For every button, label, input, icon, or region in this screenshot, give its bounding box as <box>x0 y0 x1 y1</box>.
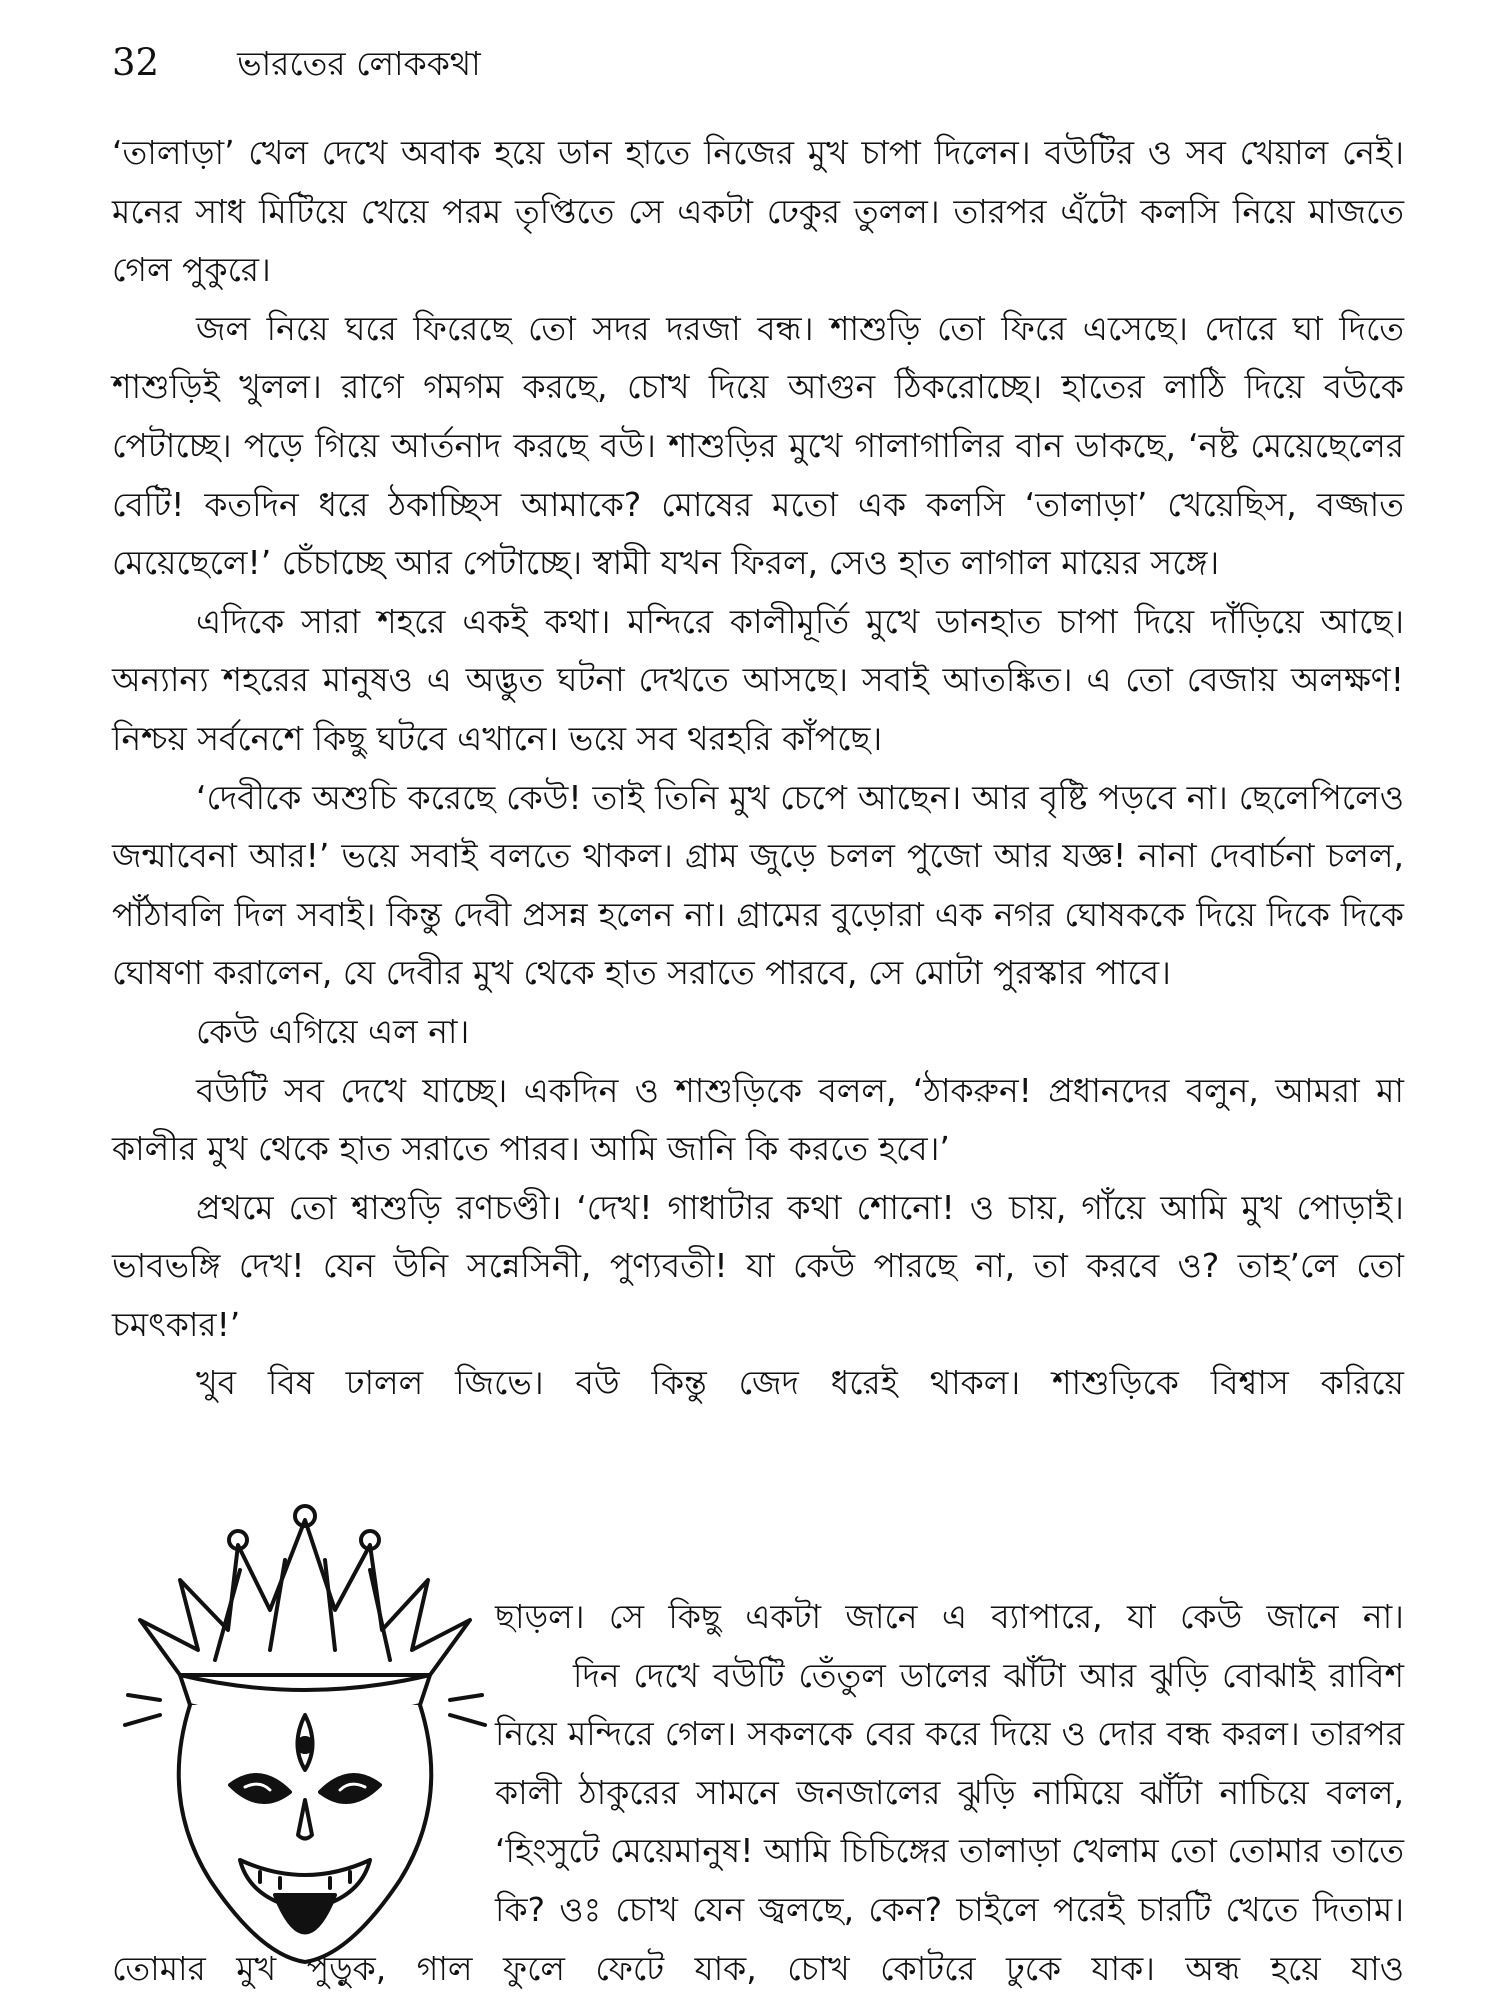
paragraph: এদিকে সারা শহরে একই কথা। মন্দিরে কালীমূর্তি মুখে ডানহাত চাপা দিয়ে দাঁড়িয়ে আছে। অন্যান্য শহরের মানুষও এ অদ্ভুত ঘটনা দেখতে আসছে। সবাই আতঙ্কিত। এ তো বেজায় অলক্ষণ! নিশ্চয় সর্বনেশে কিছু ঘটবে এখানে। ভয়ে সব থরহরি কাঁপছে। <box>112 601 1404 758</box>
paragraph: কেউ এগিয়ে এল না। <box>196 1011 470 1051</box>
paragraph: ছাড়ল। সে কিছু একটা জানে এ ব্যাপারে, যা কেউ জানে না। <box>495 1597 1404 1636</box>
page-number: 32 <box>112 41 160 84</box>
page-header <box>112 38 481 98</box>
paragraph: তোমার মুখ পুড়ুক, গাল ফুলে ফেটে যাক, চোখ কোটরে ঢুকে যাক। অন্ধ হয়ে যাও <box>112 1949 1404 1988</box>
crown-icon <box>125 1506 485 1725</box>
paragraph: বউটি সব দেখে যাচ্ছে। একদিন ও শাশুড়িকে বলল, ‘ঠাকরুন! প্রধানদের বলুন, আমরা মা কালীর মুখ থেকে হাত সরাতে পারব। আমি জানি কি করতে হবে।’ <box>112 1070 1404 1169</box>
kali-face-icon <box>120 1500 490 1970</box>
wrapped-text <box>495 1588 1404 1940</box>
paragraph: ‘দেবীকে অশুচি করেছে কেউ! তাই তিনি মুখ চেপে আছেন। আর বৃষ্টি পড়বে না। ছেলেপিলেও জন্মাবেনা আর!’ ভয়ে সবাই বলতে থাকল। গ্রাম জুড়ে চলল পুজো আর যজ্ঞ! নানা দেবার্চনা চলল, পাঁঠাবলি দিল সবাই। কিন্তু দেবী প্রসন্ন হলেন না। গ্রামের বুড়োরা এক নগর ঘোষককে দিয়ে দিকে দিকে ঘোষণা করালেন, যে দেবীর মুখ থেকে হাত সরাতে পারবে, সে মোটা পুরস্কার পাবে। <box>112 777 1404 993</box>
body-text <box>112 124 1404 1413</box>
paragraph: ‘তালাড়া’ খেল দেখে অবাক হয়ে ডান হাতে নিজের মুখ চাপা দিলেন। বউটির ও সব খেয়াল নেই। মনের সাধ মিটিয়ে খেয়ে পরম তৃপ্তিতে সে একটা ঢেকুর তুলল। তারপর এঁটো কলসি নিয়ে মাজতে গেল পুকুরে। <box>112 133 1404 290</box>
face-icon <box>179 1705 432 1962</box>
paragraph: জল নিয়ে ঘরে ফিরেছে তো সদর দরজা বন্ধ। শাশুড়ি তো ফিরে এসেছে। দোরে ঘা দিতে শাশুড়িই খুলল। রাগে গমগম করছে, চোখ দিয়ে আগুন ঠিকরোচ্ছে। হাতের লাঠি দিয়ে বউকে পেটাচ্ছে। পড়ে গিয়ে আর্তনাদ করছে বউ। শাশুড়ির মুখে গালাগালির বান ডাকছে, ‘নষ্ট মেয়েছেলের বেটি! কতদিন ধরে ঠকাচ্ছিস আমাকে? মোষের মতো এক কলসি ‘তালাড়া’ খেয়েছিস, বজ্জাত মেয়েছেলে!’ চেঁচাচ্ছে আর পেটাচ্ছে। স্বামী যখন ফিরল, সেও হাত লাগাল মায়ের সঙ্গে। <box>112 308 1404 583</box>
paragraph: খুব বিষ ঢালল জিভে। বউ কিন্তু জেদ ধরেই থাকল। শাশুড়িকে বিশ্বাস করিয়ে <box>196 1363 1404 1403</box>
running-title: ভারতের লোককথা <box>237 44 481 83</box>
paragraph: দিন দেখে বউটি তেঁতুল ডালের ঝাঁটা আর ঝুড়ি বোঝাই রাবিশ নিয়ে মন্দিরে গেল। সকলকে বের করে দিয়ে ও দোর বন্ধ করল। তারপর কালী ঠাকুরের সামনে জনজালের ঝুড়ি নামিয়ে ঝাঁটা নাচিয়ে বলল, ‘হিংসুটে মেয়েমানুষ! আমি চিচিঙ্গের তালাড়া খেলাম তো তোমার তাতে কি? ওঃ চোখ যেন জ্বলছে, কেন? চাইলে পরেই চারটি খেতে দিতাম। <box>495 1655 1404 1929</box>
paragraph: প্রথমে তো শ্বাশুড়ি রণচণ্ডী। ‘দেখ! গাধাটার কথা শোনো! ও চায়, গাঁয়ে আমি মুখ পোড়াই। ভাবভঙ্গি দেখ! যেন উনি সন্নেসিনী, পুণ্যবতী! যা কেউ পারছে না, তা করবে ও? তাহ’লে তো চমৎকার!’ <box>112 1187 1404 1344</box>
